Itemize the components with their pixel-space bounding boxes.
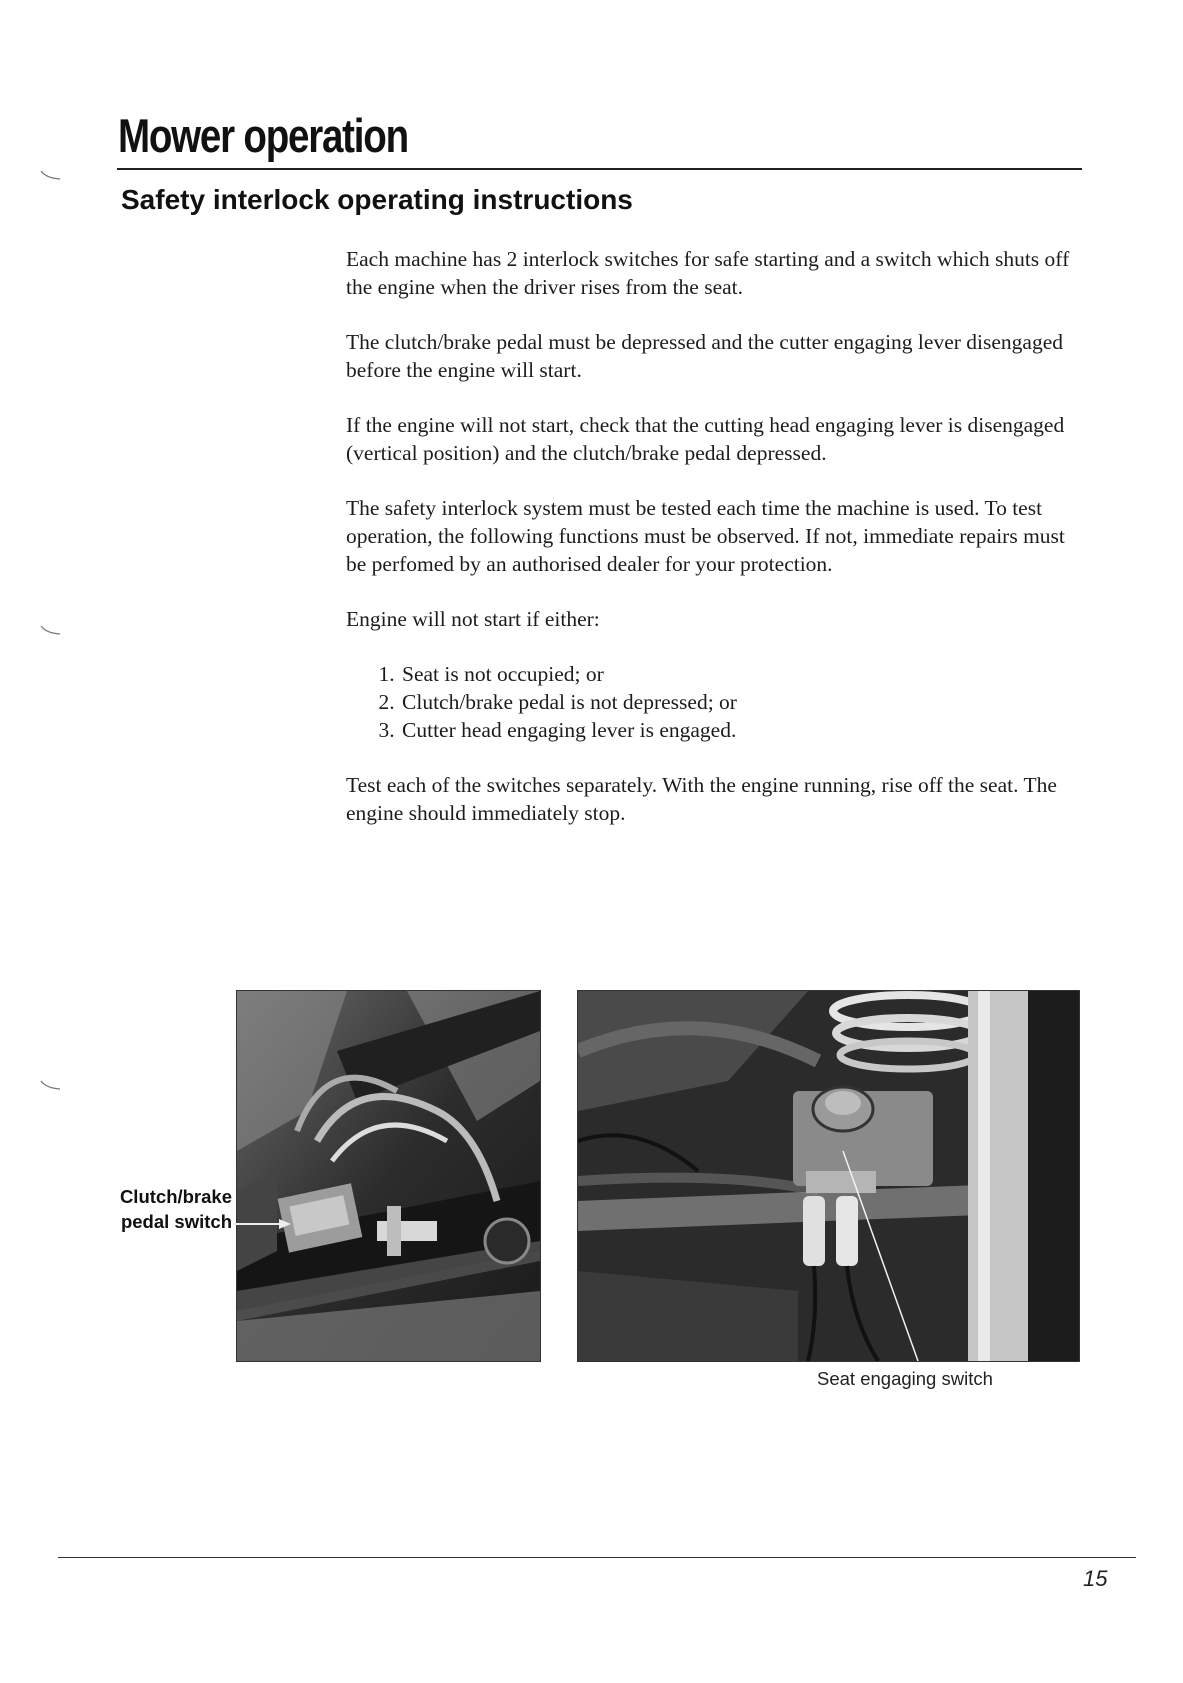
callout-line: Clutch/brake (119, 1186, 232, 1207)
seat-switch-caption: Seat engaging switch (817, 1368, 993, 1389)
list-item: 3. Cutter head engaging lever is engaged. (400, 716, 1086, 744)
scan-mark (40, 625, 62, 635)
callout-arrow-icon (233, 1218, 293, 1230)
scan-mark (40, 170, 62, 180)
page-number: 15 (1083, 1566, 1108, 1591)
section-subtitle: Safety interlock operating instructions (121, 184, 633, 215)
callout-line: pedal switch (120, 1211, 232, 1232)
paragraph-interlock-switches: Each machine has 2 interlock switches for safe starting and a switch which shuts off the engine when the driver rises from the seat. (346, 247, 1070, 299)
paragraph-testing: The safety interlock system must be tested each time the machine is used. To test operation, the following functions must be observed. If not, immediate repairs must be perfomed by an authorised dealer for your protection. (346, 496, 1065, 576)
instructions-text (346, 245, 1086, 854)
page-title: Mower operation (118, 109, 408, 162)
seat-switch-photo (577, 990, 1080, 1362)
clutch-brake-callout (112, 1184, 232, 1234)
conditions-list (346, 660, 1086, 744)
paragraph-troubleshoot: If the engine will not start, check that the cutting head engaging lever is disengaged (vertical position) and the clutch/brake pedal depressed. (346, 413, 1065, 465)
paragraph-engine-not-start: Engine will not start if either: (346, 607, 600, 631)
clutch-brake-photo (236, 990, 541, 1362)
footer-divider (58, 1557, 1136, 1558)
paragraph-test-each: Test each of the switches separately. With the engine running, rise off the seat. The engine should immediately stop. (346, 773, 1057, 825)
list-item: 2. Clutch/brake pedal is not depressed; or (400, 688, 1086, 716)
title-divider (117, 168, 1082, 170)
scan-mark (40, 1080, 62, 1090)
paragraph-start-conditions: The clutch/brake pedal must be depressed and the cutter engaging lever disengaged before the engine will start. (346, 330, 1063, 382)
list-item: 1. Seat is not occupied; or (400, 660, 1086, 688)
